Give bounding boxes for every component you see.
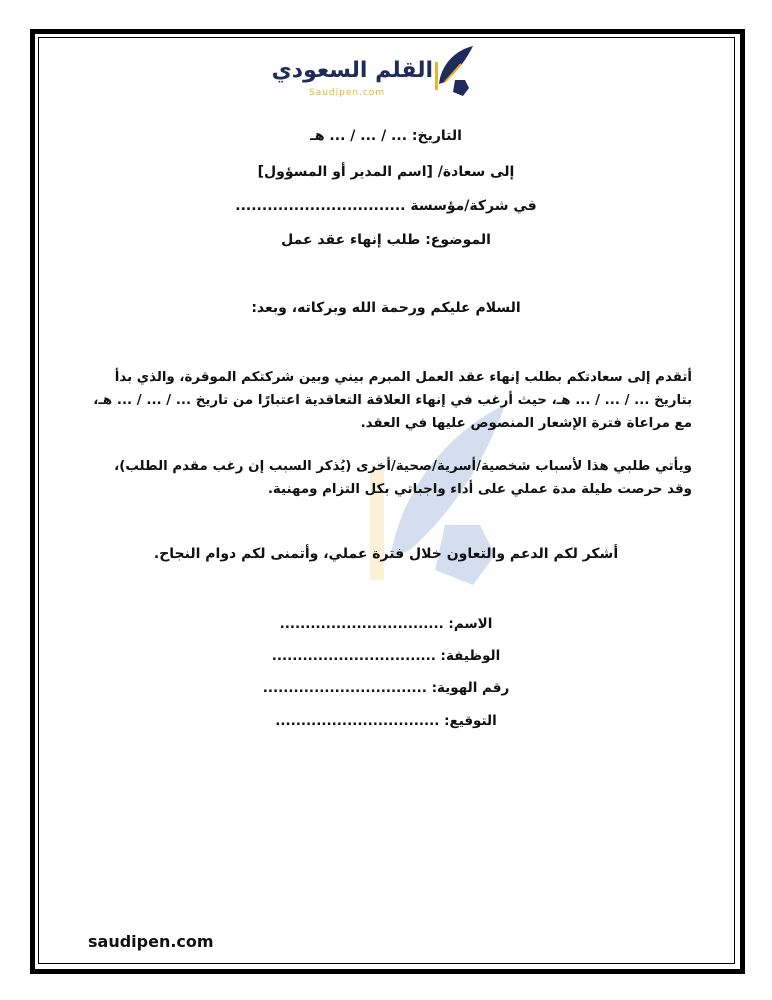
saudipen-logo — [271, 44, 475, 104]
date-line: التاريخ: ... / ... / ... هـ — [310, 128, 462, 144]
thanks-line: أشكر لكم الدعم والتعاون خلال فترة عملي، وأتمنى لكم دوام النجاح. — [153, 546, 619, 562]
name-field: الاسم: ................................ — [279, 616, 493, 632]
body-paragraph: ويأتي طلبي هذا لأسباب شخصية/أسرية/صحية/أخرى (يُذكر السبب إن رغب مقدم الطلب)، وقد حرصت طيلة مدة عملي على أداء واجباتي بكل التزام ومهنية. — [114, 459, 692, 497]
id-number-field: رقم الهوية: ................................ — [262, 680, 510, 696]
job-title-field: الوظيفة: ................................ — [271, 648, 501, 664]
footer-website: saudipen.com — [88, 932, 214, 951]
company-line: في شركة/مؤسسة ................................ — [235, 198, 537, 214]
body-paragraph: أتقدم إلى سعادتكم بطلب إنهاء عقد العمل المبرم بيني وبين شركتكم الموقرة، والذي بدأ بتاريخ ... / ... / ... هـ، حيث أرغب في إنهاء العلاقة التعاقدية اعتبارًا من تاريخ ... / ... / ... هـ، مع مراعاة فترة الإشعار المنصوص عليها في العقد. — [93, 370, 692, 431]
greeting: السلام عليكم ورحمة الله وبركاته، وبعد: — [251, 300, 521, 316]
recipient-line: إلى سعادة/ [اسم المدير أو المسؤول] — [257, 164, 515, 180]
quill-pen-icon — [431, 44, 475, 98]
signature-field: التوقيع: ................................ — [275, 713, 497, 729]
logo-english-text: Saudipen.com — [309, 88, 386, 98]
logo-arabic-text: القلم السعودي — [271, 58, 433, 83]
subject-line: الموضوع: طلب إنهاء عقد عمل — [281, 232, 491, 248]
